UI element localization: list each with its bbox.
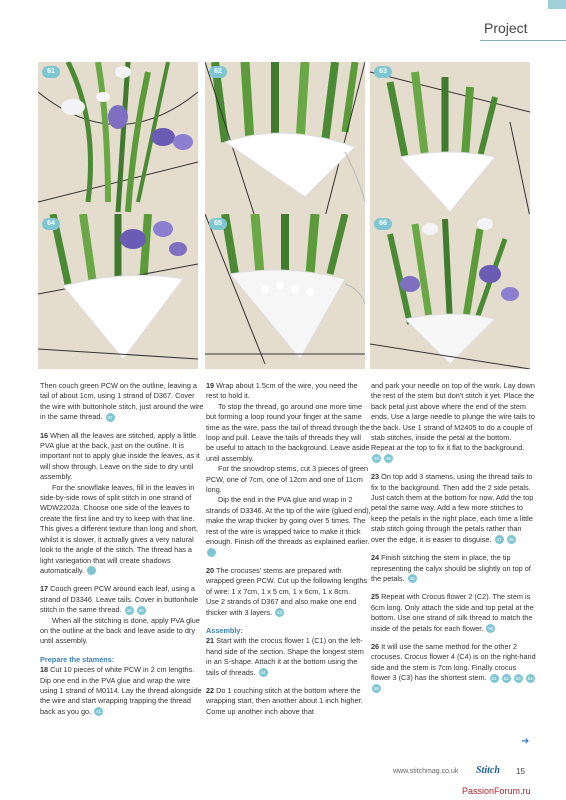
text-column-2 [206, 381, 371, 725]
page-number: 15 [516, 767, 525, 776]
paragraph: and park your needle on top of the work. Lay down the rest of the stem but don't stitch it yet. Place the back petal just above where the end of the stem ends. Use a large needle to plunge the wire tails to the back. Use 1 strand of M2405 to do a couple of stab stitches, inside the petal at the bottom. Repeat at the top to fix it flat to the background. 45 46 [371, 381, 535, 462]
photo-reference: 42 [207, 548, 216, 557]
paragraph: Use 2 strands of D367 and also make one end thicker with 3 layers. 43 [206, 597, 357, 617]
photo-reference: 37 [107, 414, 113, 420]
photo-reference: 45 [373, 456, 379, 462]
photo-number-badge: 63 [374, 66, 392, 78]
step-20: 20 The crocuses' stems are prepared with wrapped green PCW. Cut up the following lengths of wire: 1 x 7cm, 1 x 5 cm, 1 x 6cm, 1 x 8cm. [206, 565, 368, 596]
photo-reference: 39 [126, 607, 132, 613]
photo-number-badge: 64 [42, 218, 60, 230]
embroidery-image [370, 214, 530, 369]
photo-62 [205, 62, 365, 217]
photo-reference: 43 [277, 610, 283, 616]
photo-number-badge: 61 [42, 66, 60, 78]
subheading-assembly: Assembly: [206, 625, 243, 635]
step-18: 18 Cut 10 pieces of white PCW in 2 cm lengths. Dip one end in the PVA glue and wrap the wire using 1 strand of M0114. Lay the thread alongside the wire and start wrapping trapping the thread back as you go. 41 [40, 665, 202, 716]
step-24: 24 Finish stitching the stem in place, the tip representing the calyx should be slightly on top of the petals. 49 [371, 553, 531, 583]
step-21: 21 Start with the crocus flower 1 (C1) on the left-hand side of the section. Shape the longest stem in an S-shape. Attach it at the bottom using the tails of threads. 44 [206, 636, 364, 677]
paragraph: When all the stitching is done, apply PVA glue on the outline at the back and leave aside to dry until assembly. [40, 615, 200, 646]
step-19: 19 Wrap about 1.5cm of the wire, you need the rest to hold it. [206, 381, 358, 401]
photo-number-badge: 66 [374, 218, 392, 230]
photo-64 [38, 214, 198, 369]
step-26: 26 It will use the same method for the other 2 crocuses. Crocus flower 4 (C4) is on the right-hand side and the stem is 7cm long. Finally crocus flower 3 (C3) has the shortest stem. 51 52 53 54 55 [371, 641, 536, 692]
photo-reference: 51 [491, 675, 497, 681]
embroidery-image [38, 214, 198, 369]
watermark: PassionForum.ru [462, 786, 531, 796]
photo-number-badge: 62 [209, 66, 227, 78]
photo-66 [370, 214, 530, 369]
text-column-3 [371, 381, 536, 702]
photo-reference: 41 [96, 709, 102, 715]
embroidery-image [370, 62, 530, 217]
section-rule [480, 40, 566, 41]
paragraph: For the snowdrop stems, cut 3 pieces of green PCW, one of 7cm, one of 12cm and one of 11cm long. [206, 464, 369, 495]
subheading-stamens: Prepare the stamens: [40, 654, 115, 664]
photo-63 [370, 62, 530, 217]
embroidery-image [205, 214, 365, 369]
photo-reference: 44 [260, 670, 266, 676]
step-17: 17 Couch green PCW around each leaf, using a strand of D3346. Leave tails. Cover in buttonhole stitch in the same thread. 39 40 [40, 584, 199, 615]
magazine-logo: Stitch [476, 765, 500, 776]
photo-reference: 53 [515, 675, 521, 681]
paragraph: Then couch green PCW on the outline, leaving a tail of about 1cm, using 1 strand of D367. Cover the wire with buttonhole stitch, just around the wire in the same thread. 37 [40, 381, 204, 422]
photo-reference: 46 [386, 456, 392, 462]
photo-number-badge: 65 [209, 218, 227, 230]
photo-reference: 48 [508, 537, 514, 543]
embroidery-image [205, 62, 365, 217]
paragraph: For the snowflake leaves, fill in the leaves in side-by-side rows of split stitch in one strand of WDW2202a. Choose one side of the leaves to create the first line and try to keep with that line. This gives a different texture than long and short, whilst it is slower, it actually gives a very natural look to the angle of the stitch. The thread has a light variegation that will create shadows automatically. 38 [40, 482, 199, 575]
footer-url: www.stitchmag.co.uk [393, 768, 459, 775]
photo-reference: 52 [503, 675, 509, 681]
paragraph: To stop the thread, go around one more time but forming a loop round your finger at the same time as the wire, pass the tail of thread through the loop and pull. Leave the tails of threads they will be useful to attach to the background. Leave aside until assembly. [206, 401, 370, 463]
step-25: 25 Repeat with Crocus flower 2 (C2). The stem is 6cm long. Only attach the side and top petal at the bottom. Use one strand of silk thread to match the inside of the petals for each flower. 50 [371, 592, 534, 633]
embroidery-image [38, 62, 198, 217]
photo-65 [205, 214, 365, 369]
photo-reference: 47 [496, 537, 502, 543]
step-16: 16 When all the leaves are stitched, apply a little PVA glue at the back, just on the outline. It is important not to apply glue inside the leaves, as it will show through. Leave on the side to dry until assembly. [40, 430, 200, 482]
photo-reference: 50 [488, 626, 494, 632]
step-23: 23 On top add 3 stamens, using the thread tails to fix to the background. Then add the 2 side petals. Just catch them at the bottom for now. Add the top petal the same way. Add a few more stitches to keep the petals in the right place, each time a little stab stitch going through the petals rather than over the edge, it is easier to disguise. 47 48 [371, 472, 534, 544]
photo-reference: 55 [373, 686, 379, 692]
text-column-1 [40, 381, 205, 725]
photo-reference: 40 [138, 607, 144, 613]
photo-reference: 38 [87, 566, 96, 575]
photo-61 [38, 62, 198, 217]
paragraph: Dip the end in the PVA glue and wrap in 2 strands of D3346. At the tip of the wire (glued end), make the wrap thicker by going over 5 times. The rest of the wire is wrapped twice to make it thick enough. Finish off the threads as explained earlier. 42 [206, 495, 371, 556]
photo-reference: 54 [527, 675, 533, 681]
photo-reference: 49 [409, 576, 415, 582]
continue-arrow-icon: ➜ [521, 736, 530, 747]
page-edge-tab [548, 0, 566, 9]
step-22: 22 Do 1 couching stitch at the bottom where the wrapping start, then another about 1 inch higher. Come up another inch above that [206, 685, 363, 716]
section-label: Project [484, 20, 528, 36]
